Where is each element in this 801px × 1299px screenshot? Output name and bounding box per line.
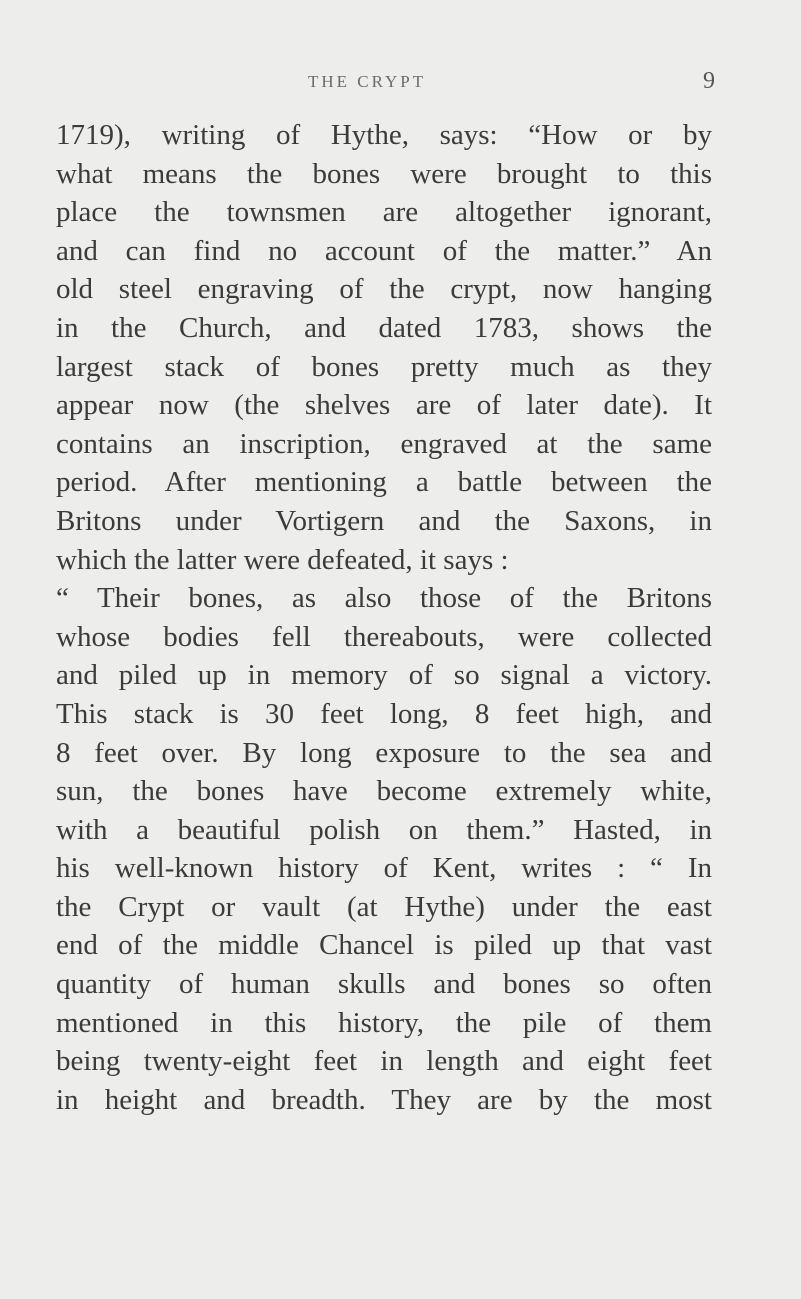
text-line: 8 feet over. By long exposure to the sea and bbox=[56, 736, 712, 769]
running-head bbox=[0, 68, 801, 102]
text-line: in height and breadth. They are by the most bbox=[56, 1083, 712, 1116]
text-line: what means the bones were brought to this bbox=[56, 157, 712, 190]
text-line: mentioned in this history, the pile of them bbox=[56, 1006, 712, 1039]
text-line: and piled up in memory of so signal a victory. bbox=[56, 659, 712, 692]
text-line: whose bodies fell thereabouts, were collected bbox=[56, 620, 712, 653]
text-line: the Crypt or vault (at Hythe) under the east bbox=[56, 890, 712, 923]
text-line: Britons under Vortigern and the Saxons, in bbox=[56, 504, 712, 537]
page-number: 9 bbox=[703, 68, 715, 94]
text-line: which the latter were defeated, it says : bbox=[56, 543, 509, 576]
text-line: quantity of human skulls and bones so often bbox=[56, 968, 712, 1001]
body-text bbox=[56, 116, 712, 1119]
text-line: and can find no account of the matter.” An bbox=[56, 234, 712, 267]
text-line: place the townsmen are altogether ignorant, bbox=[56, 196, 712, 229]
text-line: in the Church, and dated 1783, shows the bbox=[56, 311, 712, 344]
text-line: largest stack of bones pretty much as they bbox=[56, 350, 712, 383]
text-line: with a beautiful polish on them.” Hasted, in bbox=[56, 813, 712, 846]
text-line: 1719), writing of Hythe, says: “How or by bbox=[56, 119, 712, 151]
text-line: end of the middle Chancel is piled up that vast bbox=[56, 929, 712, 962]
text-line: period. After mentioning a battle between the bbox=[56, 466, 712, 499]
text-line: contains an inscription, engraved at the same bbox=[56, 427, 712, 460]
text-line: This stack is 30 feet long, 8 feet high, and bbox=[56, 697, 712, 730]
text-line: sun, the bones have become extremely white, bbox=[56, 775, 712, 808]
text-line: old steel engraving of the crypt, now hanging bbox=[56, 273, 712, 306]
text-line: being twenty-eight feet in length and eight feet bbox=[56, 1045, 712, 1078]
text-line: “ Their bones, as also those of the Britons bbox=[56, 582, 712, 615]
text-line: his well-known history of Kent, writes : “ In bbox=[56, 852, 712, 885]
text-line: appear now (the shelves are of later date). It bbox=[56, 389, 712, 422]
running-title: THE CRYPT bbox=[308, 72, 427, 91]
